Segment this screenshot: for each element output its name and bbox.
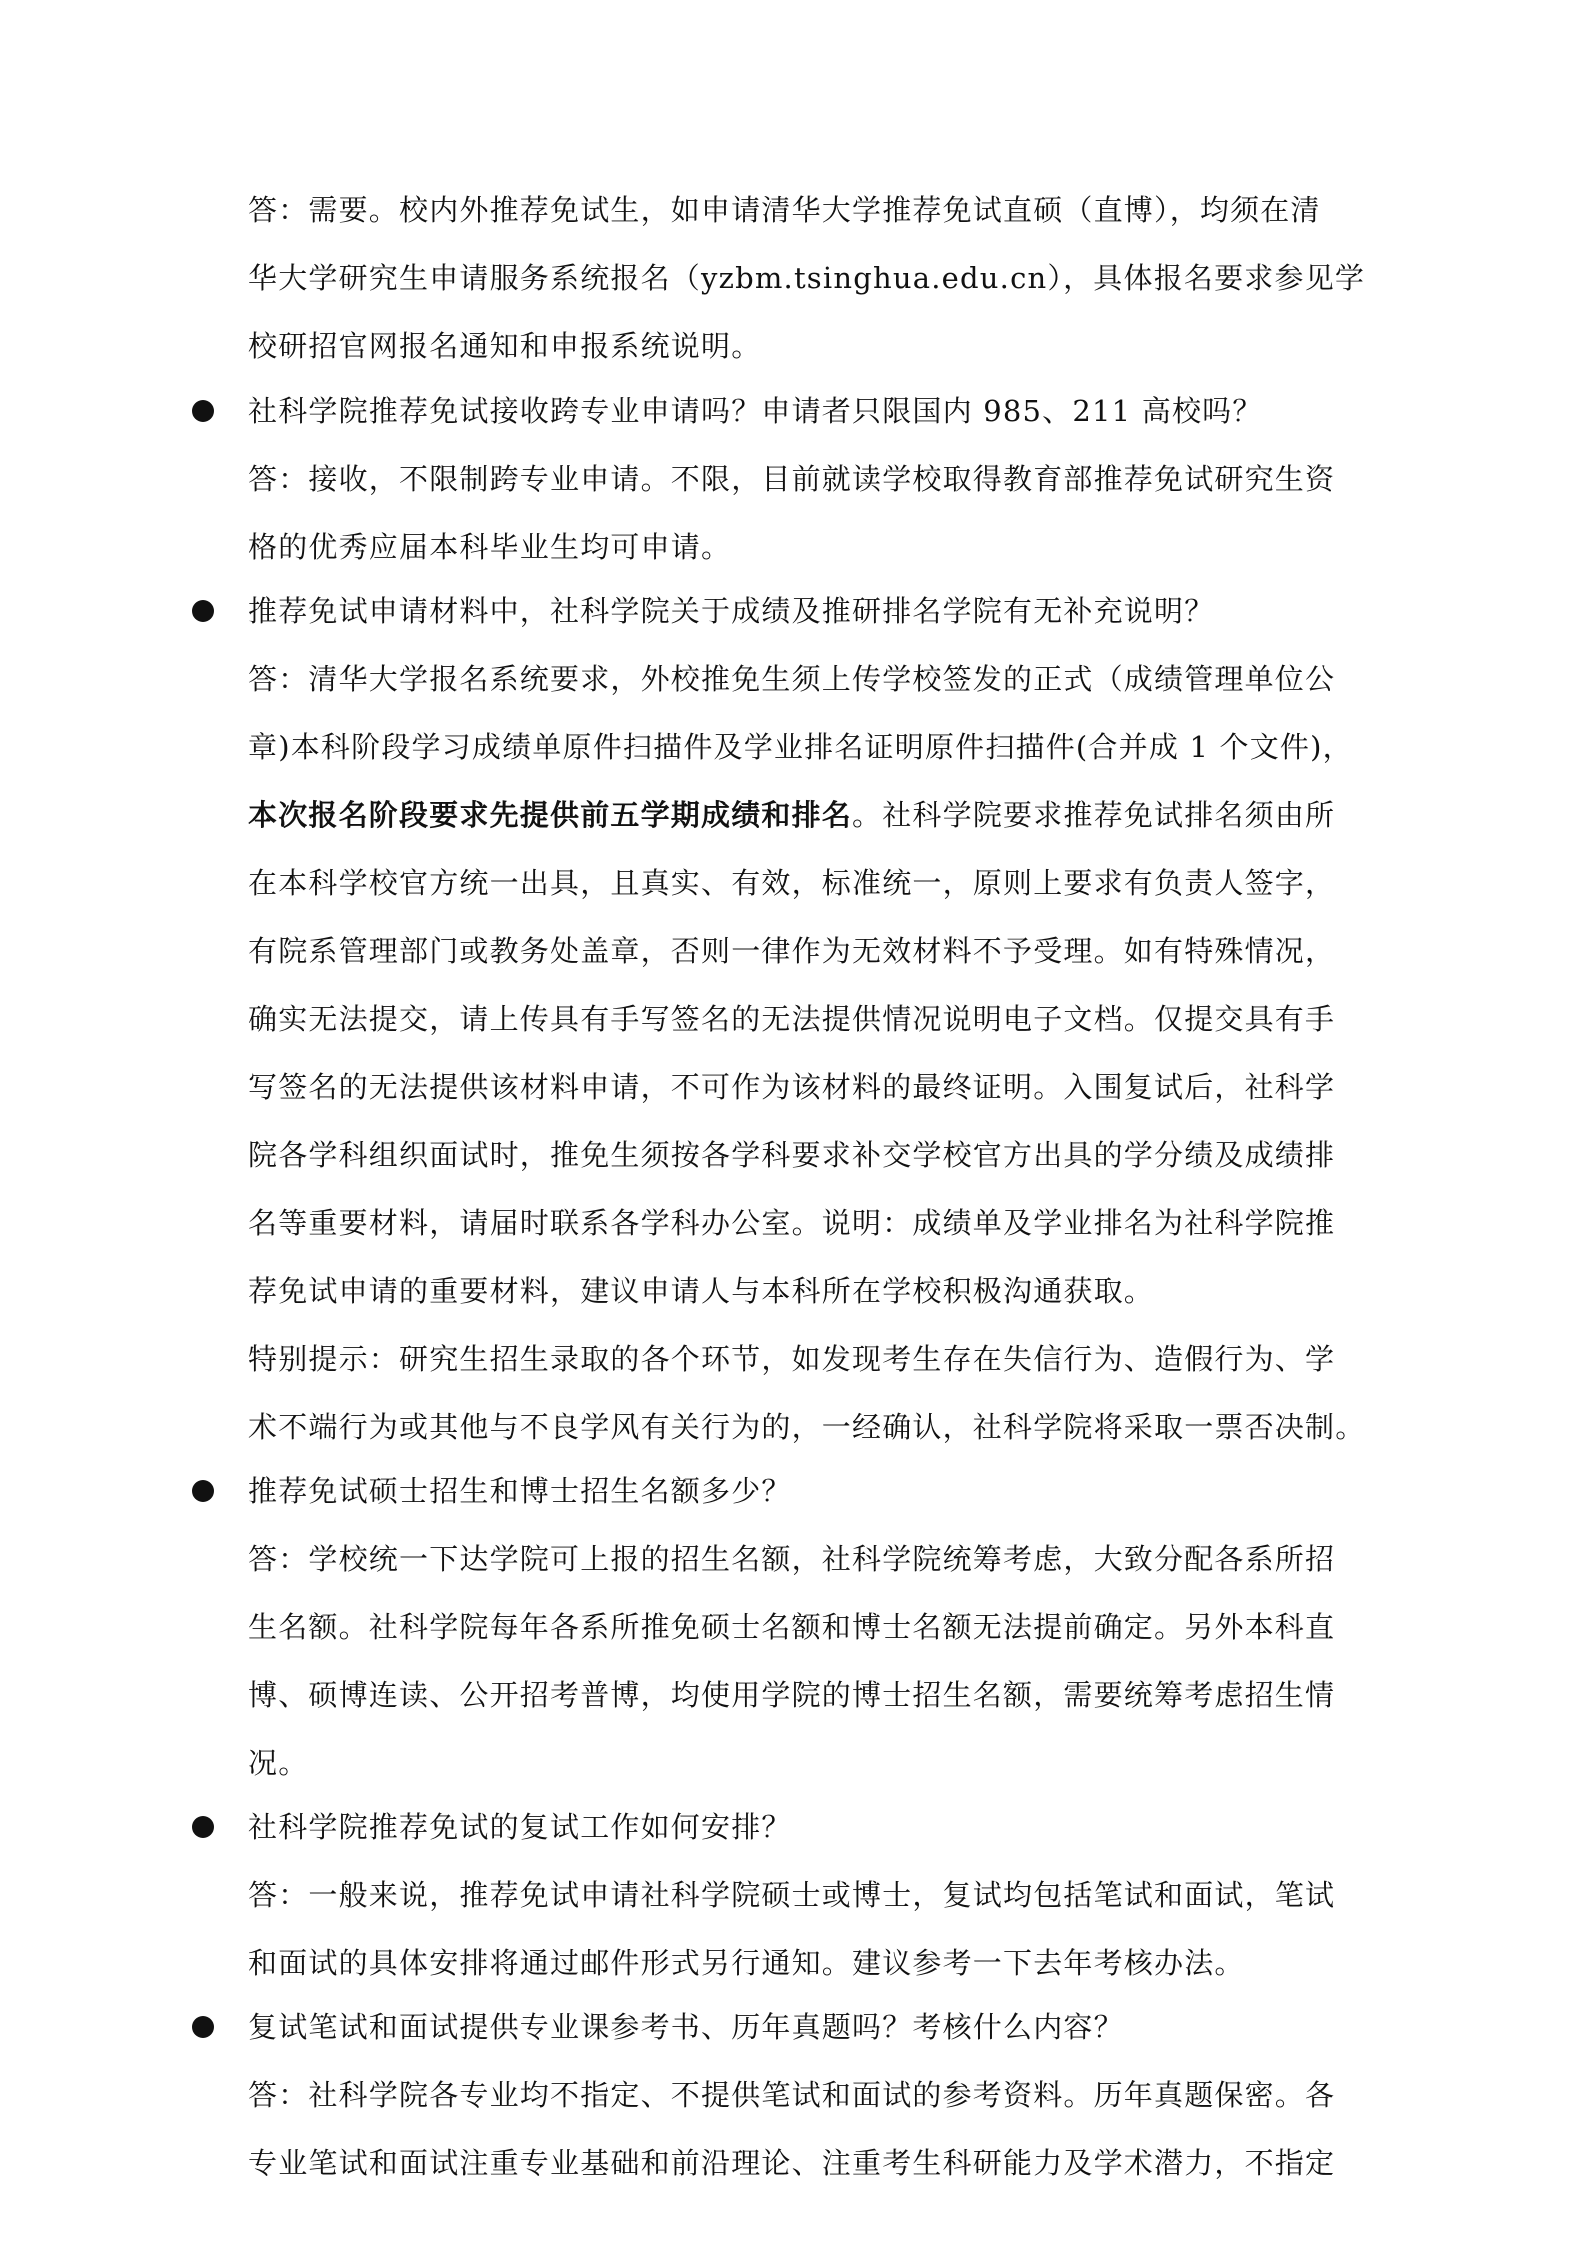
answer-line: 和面试的具体安排将通过邮件形式另行通知。建议参考一下去年考核办法。 (248, 1946, 1245, 1980)
answer-line: 答：学校统一下达学院可上报的招生名额，社科学院统筹考虑，大致分配各系所招 (248, 1542, 1336, 1576)
answer-line: 生名额。社科学院每年各系所推免硕士名额和博士名额无法提前确定。另外本科直 (248, 1610, 1336, 1644)
answer-line: 答：清华大学报名系统要求，外校推免生须上传学校签发的正式（成绩管理单位公 (248, 662, 1336, 696)
question-line: 社科学院推荐免试接收跨专业申请吗？申请者只限国内 985、211 高校吗？ (248, 394, 1263, 428)
answer-line: 确实无法提交，请上传具有手写签名的无法提供情况说明电子文档。仅提交具有手 (248, 1002, 1336, 1036)
answer-line: 华大学研究生申请服务系统报名（yzbm.tsinghua.edu.cn），具体报名要求参见学 (248, 261, 1366, 295)
answer-line: 格的优秀应届本科毕业生均可申请。 (248, 530, 732, 564)
answer-line: 博、硕博连读、公开招考普博，均使用学院的博士招生名额，需要统筹考虑招生情 (248, 1678, 1336, 1712)
answer-line: 答：社科学院各专业均不指定、不提供笔试和面试的参考资料。历年真题保密。各 (248, 2078, 1336, 2112)
note-line: 术不端行为或其他与不良学风有关行为的，一经确认，社科学院将采取一票否决制。 (248, 1410, 1366, 1444)
bullet-icon (192, 1480, 214, 1502)
answer-line: 有院系管理部门或教务处盖章，否则一律作为无效材料不予受理。如有特殊情况， (248, 934, 1336, 968)
answer-line: 答：一般来说，推荐免试申请社科学院硕士或博士，复试均包括笔试和面试，笔试 (248, 1878, 1336, 1912)
bullet-icon (192, 600, 214, 622)
answer-line: 院各学科组织面试时，推免生须按各学科要求补交学校官方出具的学分绩及成绩排 (248, 1138, 1336, 1172)
question-line: 复试笔试和面试提供专业课参考书、历年真题吗？考核什么内容？ (248, 2010, 1124, 2044)
answer-line: 在本科学校官方统一出具，且真实、有效，标准统一，原则上要求有负责人签字， (248, 866, 1336, 900)
answer-line: 章)本科阶段学习成绩单原件扫描件及学业排名证明原件扫描件(合并成 1 个文件)， (248, 730, 1353, 764)
answer-line: 况。 (248, 1746, 309, 1780)
emphasis-text: 本次报名阶段要求先提供前五学期成绩和排名 (248, 798, 853, 832)
answer-text: 。社科学院要求推荐免试排名须由所 (852, 798, 1336, 832)
bullet-icon (192, 400, 214, 422)
bullet-icon (192, 2016, 214, 2038)
answer-line: 答：接收，不限制跨专业申请。不限，目前就读学校取得教育部推荐免试研究生资 (248, 462, 1336, 496)
answer-line: 专业笔试和面试注重专业基础和前沿理论、注重考生科研能力及学术潜力，不指定 (248, 2146, 1336, 2180)
answer-line: 校研招官网报名通知和申报系统说明。 (248, 329, 762, 363)
answer-line: 名等重要材料，请届时联系各学科办公室。说明：成绩单及学业排名为社科学院推 (248, 1206, 1336, 1240)
note-line: 特别提示：研究生招生录取的各个环节，如发现考生存在失信行为、造假行为、学 (248, 1342, 1336, 1376)
answer-line (248, 781, 1398, 849)
question-line: 推荐免试硕士招生和博士招生名额多少？ (248, 1474, 792, 1508)
answer-line: 荐免试申请的重要材料，建议申请人与本科所在学校积极沟通获取。 (248, 1274, 1155, 1308)
question-line: 社科学院推荐免试的复试工作如何安排？ (248, 1810, 792, 1844)
answer-line: 写签名的无法提供该材料申请，不可作为该材料的最终证明。入围复试后，社科学 (248, 1070, 1336, 1104)
bullet-icon (192, 1816, 214, 1838)
question-line: 推荐免试申请材料中，社科学院关于成绩及推研排名学院有无补充说明？ (248, 594, 1215, 628)
answer-line: 答：需要。校内外推荐免试生，如申请清华大学推荐免试直硕（直博），均须在清 (248, 193, 1321, 227)
